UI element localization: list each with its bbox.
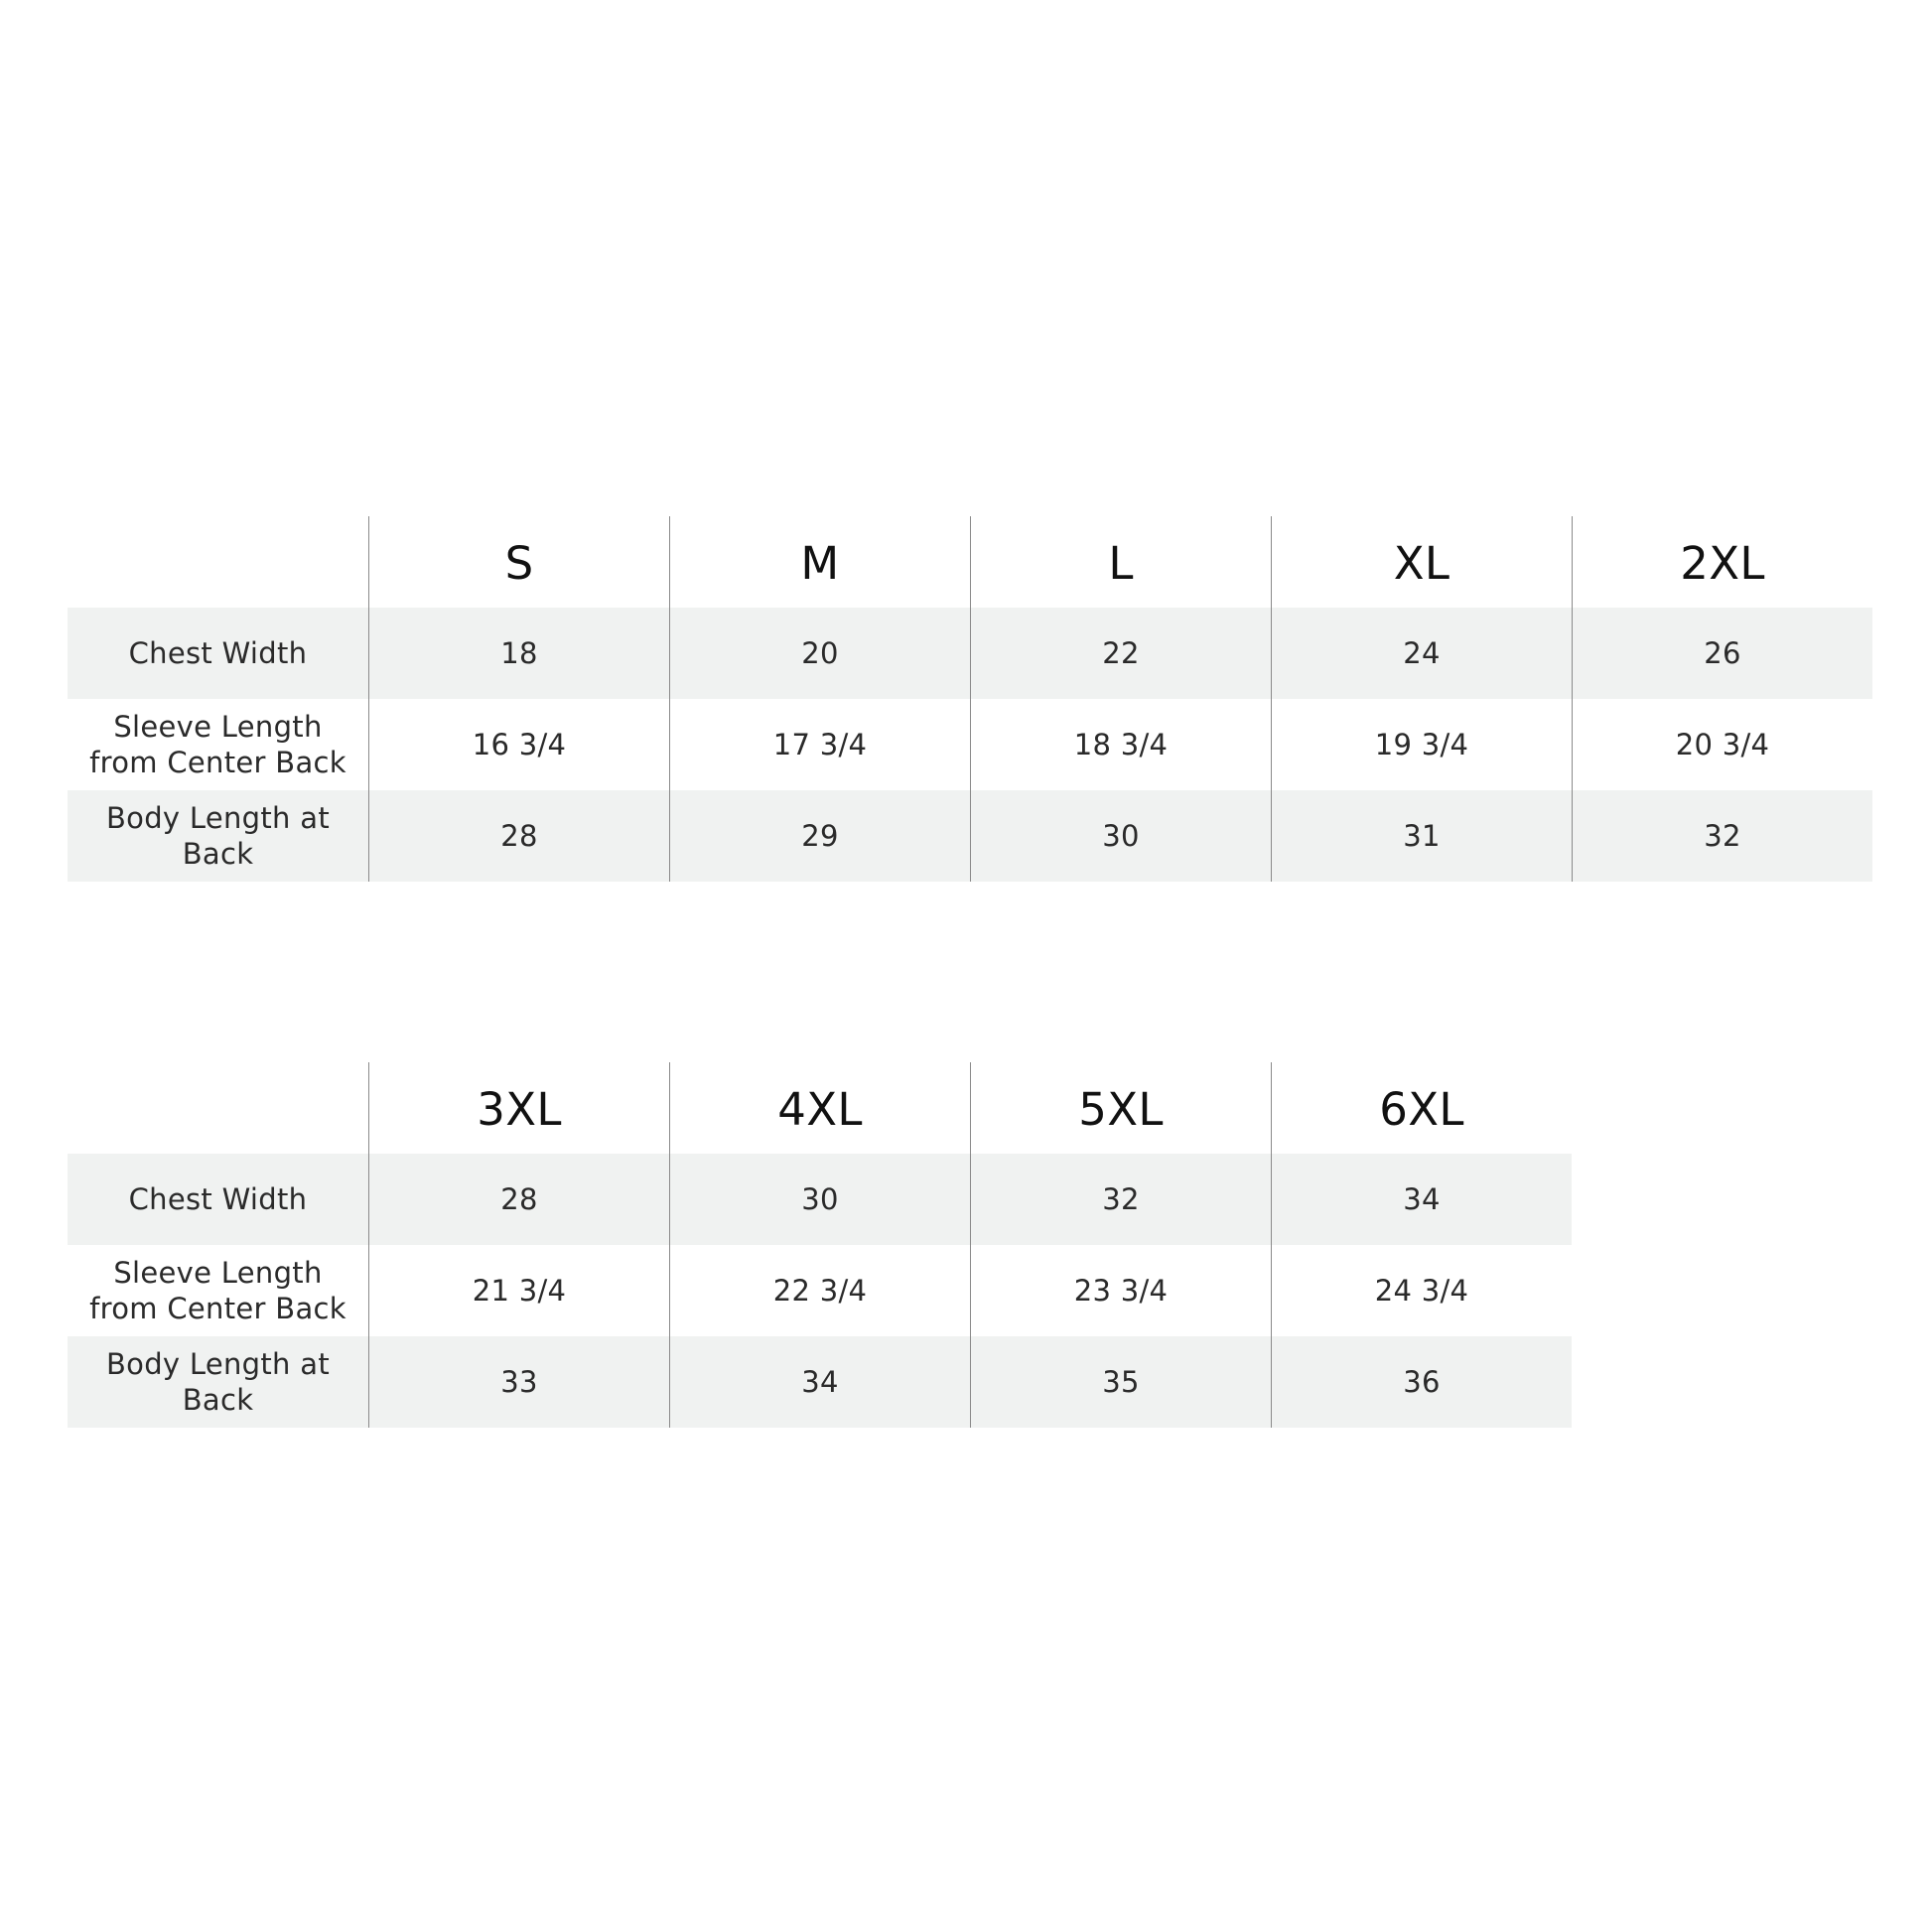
- size-header: 6XL: [1271, 1062, 1572, 1154]
- table-cell: 28: [368, 1154, 669, 1245]
- size-header: 3XL: [368, 1062, 669, 1154]
- table-cell: 22 3/4: [669, 1245, 970, 1336]
- table-cell: 30: [970, 790, 1271, 882]
- table-cell: 29: [669, 790, 970, 882]
- row-label-chest-width: Chest Width: [68, 1154, 368, 1245]
- size-header: XL: [1271, 516, 1572, 608]
- table-cell: 16 3/4: [368, 699, 669, 790]
- row-label-sleeve-length: Sleeve Length from Center Back: [89, 710, 346, 779]
- table-cell: 34: [1271, 1154, 1572, 1245]
- table-cell: 23 3/4: [970, 1245, 1271, 1336]
- size-chart-table-2: [68, 1062, 1572, 1428]
- size-header: S: [368, 516, 669, 608]
- row-label-chest-width: Chest Width: [68, 608, 368, 699]
- table-cell: 19 3/4: [1271, 699, 1572, 790]
- row-label-body-length: Body Length at Back: [68, 790, 368, 882]
- table-cell: 17 3/4: [669, 699, 970, 790]
- row-label-sleeve-length: Sleeve Length from Center Back: [89, 1256, 346, 1325]
- table-cell: 24 3/4: [1271, 1245, 1572, 1336]
- size-chart-table-1: [68, 516, 1872, 882]
- table-cell: 28: [368, 790, 669, 882]
- table-cell: 32: [1572, 790, 1872, 882]
- size-header: 4XL: [669, 1062, 970, 1154]
- table-cell: 20: [669, 608, 970, 699]
- table-cell: 26: [1572, 608, 1872, 699]
- header-corner: [68, 1062, 368, 1154]
- table-cell: 33: [368, 1336, 669, 1428]
- table-cell: 21 3/4: [368, 1245, 669, 1336]
- table-cell: 36: [1271, 1336, 1572, 1428]
- size-header: 2XL: [1572, 516, 1872, 608]
- size-header: 5XL: [970, 1062, 1271, 1154]
- table-cell: 35: [970, 1336, 1271, 1428]
- table-cell: 18 3/4: [970, 699, 1271, 790]
- table-cell: 22: [970, 608, 1271, 699]
- table-cell: 31: [1271, 790, 1572, 882]
- table-cell: 30: [669, 1154, 970, 1245]
- size-header: M: [669, 516, 970, 608]
- size-header: L: [970, 516, 1271, 608]
- table-cell: 32: [970, 1154, 1271, 1245]
- table-cell: 20 3/4: [1572, 699, 1872, 790]
- header-corner: [68, 516, 368, 608]
- table-cell: 34: [669, 1336, 970, 1428]
- row-label-body-length: Body Length at Back: [68, 1336, 368, 1428]
- table-cell: 24: [1271, 608, 1572, 699]
- table-cell: 18: [368, 608, 669, 699]
